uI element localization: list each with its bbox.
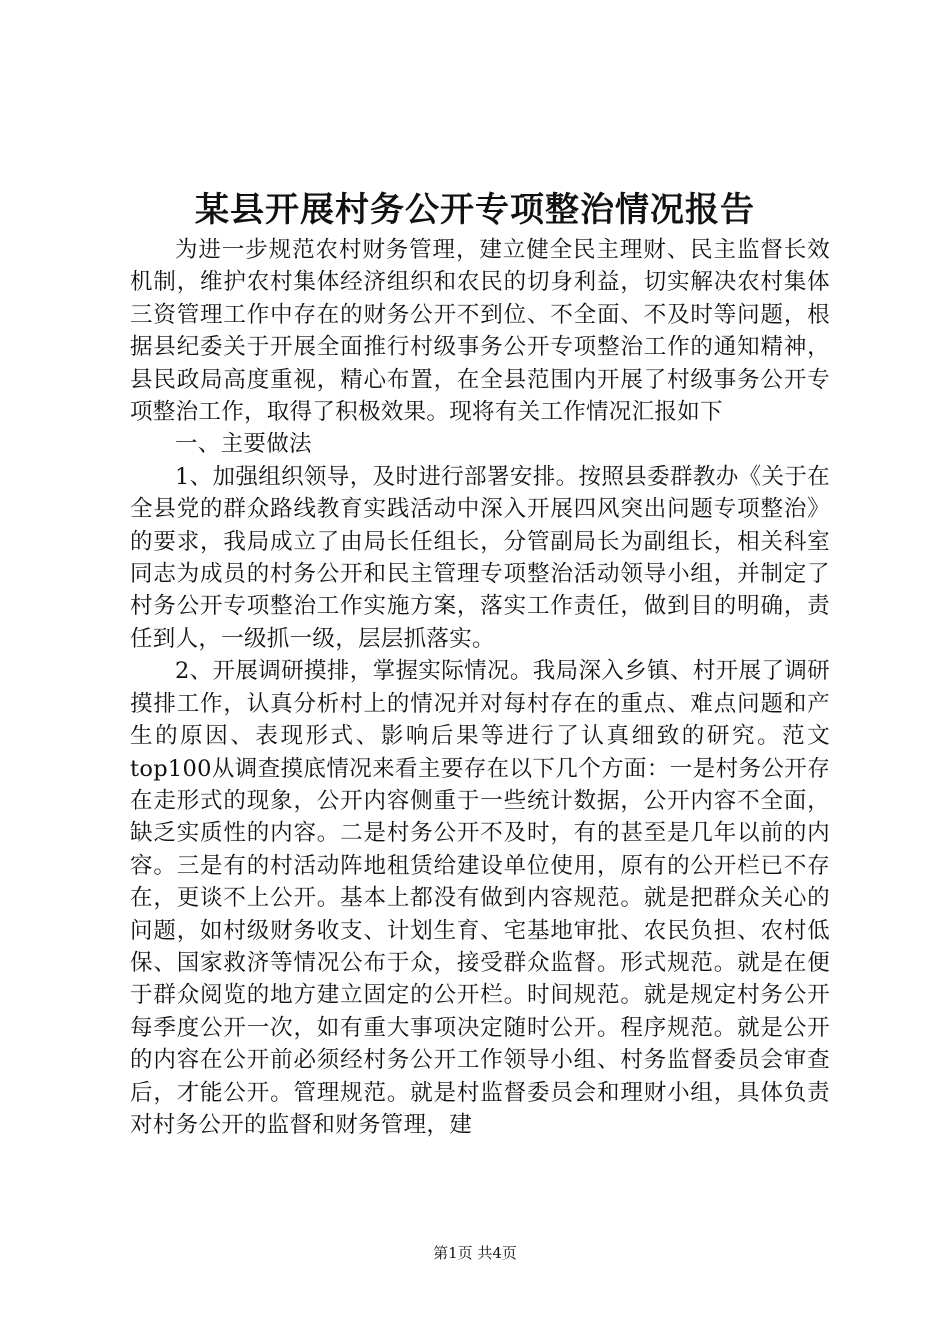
page-footer: 第1页 共4页 [433, 1244, 517, 1262]
intro-paragraph: 为进一步规范农村财务管理，建立健全民主理财、民主监督长效机制，维护农村集体经济组织和农民的切身利益，切实解决农村集体三资管理工作中存在的财务公开不到位、不全面、不及时等问题，根据县纪委关于开展全面推行村级事务公开专项整治工作的通知精神，县民政局高度重视，精心布置，在全县范围内开展了村级事务公开专项整治工作，取得了积极效果。现将有关工作情况汇报如下 [130, 237, 830, 426]
document-title: 某县开展村务公开专项整治情况报告 [195, 190, 755, 230]
paragraph-item-1: 1、加强组织领导，及时进行部署安排。按照县委群教办《关于在全县党的群众路线教育实践活动中深入开展四风突出问题专项整治》的要求，我局成立了由局长任组长，分管副局长为副组长，相关科室同志为成员的村务公开和民主管理专项整治活动领导小组，并制定了村务公开专项整治工作实施方案，落实工作责任，做到目的明确，责任到人，一级抓一级，层层抓落实。 [130, 463, 830, 652]
section-heading: 一、主要做法 [175, 431, 312, 458]
document-body [130, 234, 830, 1141]
paragraph-item-2: 2、开展调研摸排，掌握实际情况。我局深入乡镇、村开展了调研摸排工作，认真分析村上的情况并对每村存在的重点、难点问题和产生的原因、表现形式、影响后果等进行了认真细致的研究。范文top100从调查摸底情况来看主要存在以下几个方面：一是村务公开存在走形式的现象，公开内容侧重于一些统计数据，公开内容不全面，缺乏实质性的内容。二是村务公开不及时，有的甚至是几年以前的内容。三是有的村活动阵地租赁给建设单位使用，原有的公开栏已不存在，更谈不上公开。基本上都没有做到内容规范。就是把群众关心的问题，如村级财务收支、计划生育、宅基地审批、农民负担、农村低保、国家救济等情况公布于众，接受群众监督。形式规范。就是在便于群众阅览的地方建立固定的公开栏。时间规范。就是规定村务公开每季度公开一次，如有重大事项决定随时公开。程序规范。就是公开的内容在公开前必须经村务公开工作领导小组、村务监督委员会审查后，才能公开。管理规范。就是村监督委员会和理财小组，具体负责对村务公开的监督和财务管理，建 [130, 658, 830, 1138]
